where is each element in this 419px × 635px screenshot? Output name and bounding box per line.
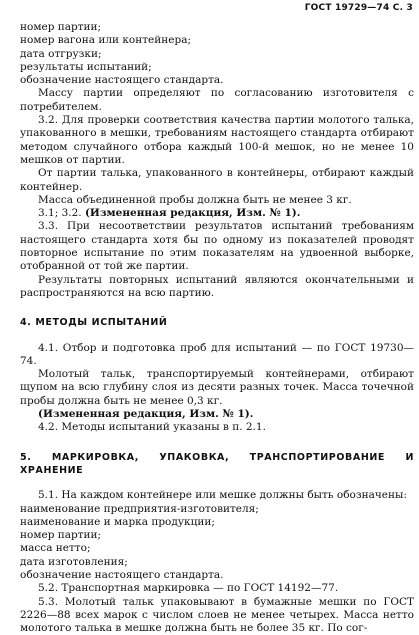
mass-paragraph: Массу партии определяют по согласованию изготовителя с потребителем. (20, 87, 414, 113)
s3-list-item: дата отгрузки; (20, 47, 102, 60)
final-results-paragraph: Результаты повторных испытаний являются окончательными и распространяются на всю партию. (20, 273, 414, 299)
clause-5-2: 5.2. Транспортная маркировка — по ГОСТ 14192—77. (38, 582, 339, 595)
clause-3-3: 3.3. При несоответствии результатов испытаний требованиям настоящего стандарта хотя бы по одному из показателей проводят повторное испытание по этим показателям на удвоенной выборке, отобранной от той же партии. (20, 220, 414, 273)
edit-note-4: (Измененная редакция, Изм. № 1). (38, 408, 254, 421)
clause-5-1: 5.1. На каждом контейнере или мешке должны быть обозначены: (38, 489, 407, 502)
container-paragraph: От партии талька, упакованного в контейнеры, отбирают каждый контейнер. (20, 167, 414, 193)
edit-note-prefix: 3.1; 3.2. (38, 207, 82, 220)
clause-4-1: 4.1. Отбор и подготовка проб для испытаний — по ГОСТ 19730—74. (20, 341, 414, 367)
s3-list-item: номер партии; (20, 21, 102, 33)
combined-sample-paragraph: Масса объединенной пробы должна быть не менее 3 кг. (38, 193, 352, 206)
s5-list-item: номер партии; (20, 529, 102, 542)
page-header: ГОСТ 19729—74 С. 3 (304, 3, 413, 13)
s5-list-item: масса нетто; (20, 542, 91, 555)
document-body (20, 21, 414, 635)
section-5-heading: 5. МАРКИРОВКА, УПАКОВКА, ТРАНСПОРТИРОВАНИЕ И ХРАНЕНИЕ (20, 451, 414, 476)
talc-sampling-paragraph: Молотый тальк, транспортируемый контейнерами, отбирают щупом на всю глубину слоя из десяти разных точек. Масса точечной пробы должна быть не менее 0,3 кг. (20, 368, 414, 407)
clause-3-2: 3.2. Для проверки соответствия качества партии молотого талька, упакованного в мешки, требованиям настоящего стандарта отбирают методом случайного отбора каждый 100-й мешок, но не менее 10 мешков от партии. (20, 114, 414, 166)
edit-note-bold: (Измененная редакция, Изм. № 1). (84, 207, 301, 220)
section-4-heading: 4. МЕТОДЫ ИСПЫТАНИЙ (20, 317, 168, 329)
s3-list-item: номер вагона или контейнера; (20, 34, 191, 47)
clause-4-2: 4.2. Методы испытаний указаны в п. 2.1. (38, 421, 266, 434)
s3-list-item: результаты испытаний; (20, 60, 152, 73)
s3-list-item: обозначение настоящего стандарта. (20, 74, 224, 87)
edit-note-3 (20, 207, 414, 220)
s5-list-item: обозначение настоящего стандарта. (20, 568, 224, 581)
clause-5-3: 5.3. Молотый тальк упаковывают в бумажные мешки по ГОСТ 2226—88 всех марок с числом слоев не менее четырех. Масса нетто молотого талька в мешке должна быть не более 35 кг. По сог- (20, 595, 414, 635)
s5-list-item: наименование предприятия-изготовителя; (20, 502, 259, 515)
s5-list-item: наименование и марка продукции; (20, 515, 215, 528)
s5-list-item: дата изготовления; (20, 555, 128, 568)
